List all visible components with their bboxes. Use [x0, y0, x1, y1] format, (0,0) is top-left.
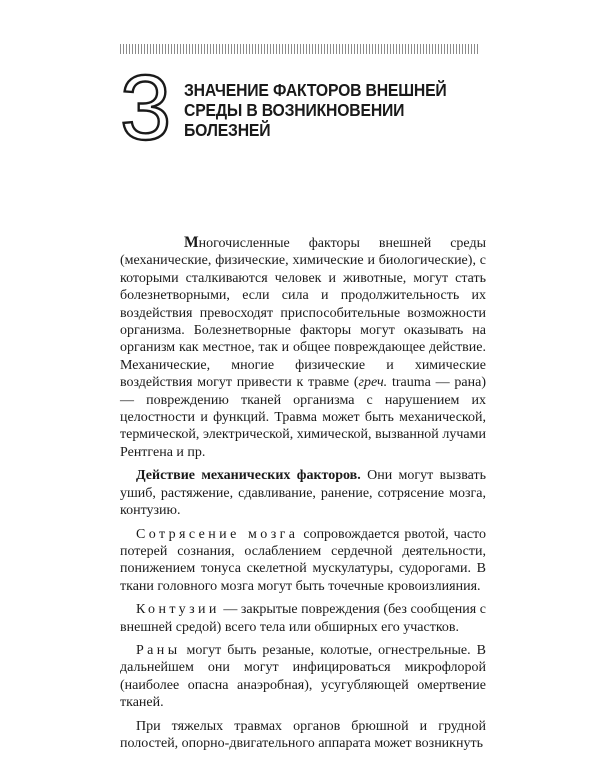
paragraph-mechanical-text: Они могут вызвать ушиб, растяжение, сдавливание, ранение, сотрясение мозга, контузию.	[120, 468, 486, 519]
paragraph-intro-text-b: trauma — рана) — повреждению тканей организма с нарушением их целостности и функций. Травма может быть механической, термической, электрической, химической, вызванной лучами Рентгена и пр.	[120, 375, 487, 460]
chapter-title: ЗНАЧЕНИЕ ФАКТОРОВ ВНЕШНЕЙ СРЕДЫ В ВОЗНИКНОВЕНИИ БОЛЕЗНЕЙ	[184, 80, 447, 140]
chapter-number: 3	[120, 57, 172, 159]
paragraph-concussion	[120, 526, 486, 596]
paragraph-severe-trauma: При тяжелых травмах органов брюшной и грудной полостей, опорно-двигательного аппарата может возникнуть	[120, 718, 486, 751]
paragraph-intro	[120, 234, 486, 461]
term-concussion: Сотрясение мозга	[136, 526, 299, 542]
paragraph-wounds-text: могут быть резаные, колотые, огнестрельные. В дальнейшем они могут инфицироваться микрофлорой (наиболее опасна анаэробная), усугубляющей омертвение тканей.	[120, 642, 486, 711]
term-contusion: Контузии	[136, 602, 220, 618]
paragraph-concussion-text: сопровождается рвотой, часто потерей сознания, ослаблением сердечной деятельности, понижением тонуса скелетной мускулатуры, судорогами. В ткани головного мозга могут быть точечные кровоизлияния.	[120, 526, 486, 594]
body-text	[120, 234, 486, 758]
paragraph-mechanical	[120, 467, 486, 519]
section-heading-mechanical: Действие механических факторов.	[136, 468, 361, 484]
paragraph-contusion	[120, 601, 486, 636]
initial-letter: М	[184, 234, 199, 251]
header-rule	[120, 44, 480, 54]
paragraph-intro-italic: греч.	[358, 375, 388, 391]
paragraph-wounds	[120, 642, 486, 712]
paragraph-intro-text-a: ногочисленные факторы внешней среды (механические, физические, химические и биологические), с которыми сталкиваются человек и животные, могут стать болезнетворными, если сила и продолжительность их воздействия превосходят приспособительные возможности организма. Болезнетворные факторы могут оказывать на организм как местное, так и общее повреждающее действие. Механические, многие физические и химические воздействия могут привести к травме (	[120, 236, 486, 391]
term-wounds: Раны	[136, 642, 181, 658]
paragraph-contusion-text: — закрытые повреждения (без сообщения с внешней средой) всего тела или обширных его участков.	[120, 602, 486, 635]
